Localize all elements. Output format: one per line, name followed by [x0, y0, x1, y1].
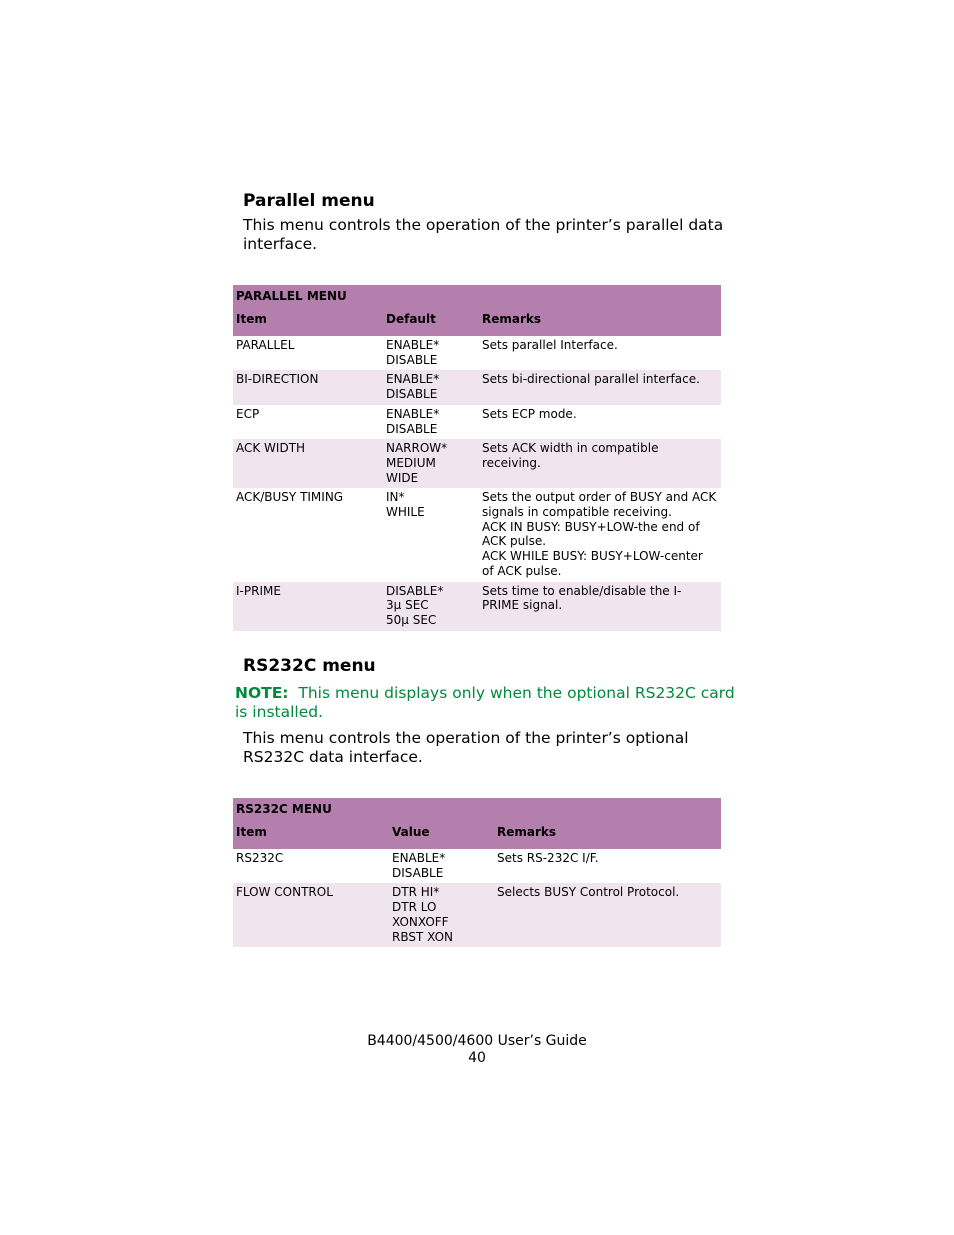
- row-item: ACK WIDTH: [233, 439, 383, 488]
- rs232c-intro: This menu controls the operation of the printer’s optional RS232C data interface.: [243, 729, 689, 766]
- row-item: PARALLEL: [236, 338, 295, 352]
- rs232c-col-item: Item: [233, 823, 389, 849]
- row-value: ENABLE* DISABLE: [392, 851, 446, 880]
- table-row: [233, 439, 721, 488]
- row-value: ENABLE* DISABLE: [386, 338, 440, 367]
- row-remarks: Sets ECP mode.: [482, 406, 577, 421]
- rs232c-col-value: Value: [389, 823, 494, 849]
- row-remarks: Sets the output order of BUSY and ACK signals in compatible receiving. ACK IN BUSY: BUSY+LOW-the end of ACK pulse. ACK WHILE BUSY: BUSY+LOW-center of ACK pulse.: [482, 490, 717, 578]
- row-remarks: Sets parallel Interface.: [482, 338, 618, 352]
- parallel-table-title: PARALLEL MENU: [233, 285, 721, 310]
- page-footer: [0, 1033, 954, 1067]
- table-row: [233, 370, 721, 404]
- table-row: [233, 883, 721, 947]
- table-row: [233, 405, 721, 439]
- parallel-col-default: Default: [383, 310, 479, 336]
- row-item: ECP: [236, 406, 260, 421]
- row-value: ENABLE* DISABLE: [386, 406, 440, 436]
- rs232c-note: [235, 684, 735, 722]
- row-item: I-PRIME: [233, 582, 383, 631]
- rs232c-menu-table: [233, 798, 721, 947]
- row-remarks: Sets RS-232C I/F.: [497, 851, 599, 865]
- row-value: ENABLE* DISABLE: [383, 370, 479, 404]
- parallel-col-remarks: Remarks: [479, 310, 721, 336]
- row-item: RS232C: [236, 851, 284, 865]
- row-item: FLOW CONTROL: [233, 883, 389, 947]
- row-value: IN* WHILE: [386, 490, 425, 520]
- parallel-col-item: Item: [233, 310, 383, 336]
- row-item: ACK/BUSY TIMING: [236, 490, 344, 505]
- table-row: [233, 488, 721, 581]
- note-text: This menu displays only when the optional RS232C card is installed.: [235, 684, 735, 721]
- rs232c-col-remarks: Remarks: [494, 823, 721, 849]
- row-remarks: Sets ACK width in compatible receiving.: [479, 439, 721, 488]
- row-item: BI-DIRECTION: [233, 370, 383, 404]
- parallel-intro: This menu controls the operation of the printer’s parallel data interface.: [243, 216, 724, 253]
- note-label: NOTE:: [235, 684, 289, 702]
- rs232c-heading: RS232C menu: [243, 656, 376, 676]
- parallel-heading: Parallel menu: [243, 191, 375, 211]
- guide-title: B4400/4500/4600 User’s Guide: [367, 1033, 587, 1049]
- table-row: [233, 336, 721, 370]
- table-row: [233, 849, 721, 883]
- row-remarks: Sets bi-directional parallel interface.: [479, 370, 721, 404]
- row-value: DTR HI* DTR LO XONXOFF RBST XON: [389, 883, 494, 947]
- row-remarks: Selects BUSY Control Protocol.: [494, 883, 721, 947]
- row-value: DISABLE* 3µ SEC 50µ SEC: [383, 582, 479, 631]
- table-row: [233, 582, 721, 631]
- row-remarks: Sets time to enable/disable the I-PRIME signal.: [479, 582, 721, 631]
- page-number: 40: [468, 1050, 486, 1066]
- rs232c-table-title: RS232C MENU: [233, 798, 721, 823]
- parallel-menu-table: [233, 285, 721, 631]
- row-value: NARROW* MEDIUM WIDE: [383, 439, 479, 488]
